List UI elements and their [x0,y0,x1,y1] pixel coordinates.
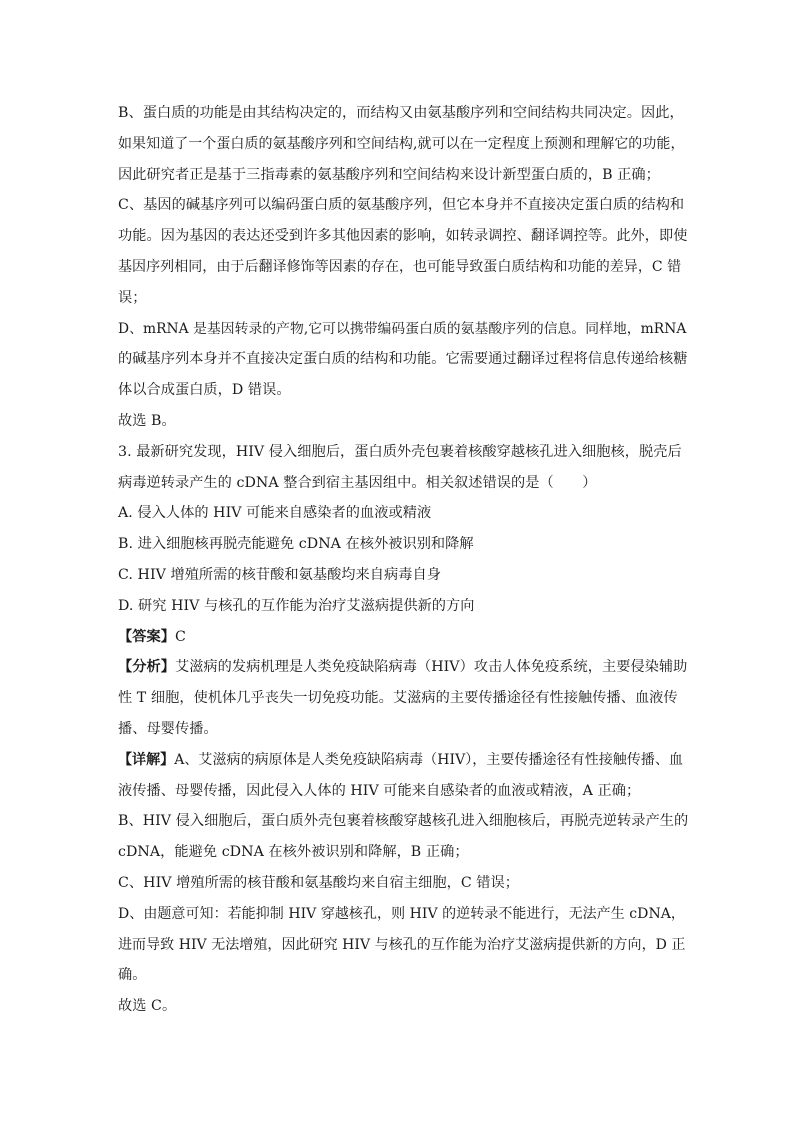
option-b: B. 进入细胞核再脱壳能避免 cDNA 在核外被识别和降解 [118,536,474,553]
option-c: C. HIV 增殖所需的核苷酸和氨基酸均来自病毒自身 [118,566,441,583]
text-line: 因此研究者正是基于三指毒素的氨基酸序列和空间结构来设计新型蛋白质的，B 正确； [118,166,660,183]
detail-line: B、HIV 侵入细胞后，蛋白质外壳包裹着核酸穿越核孔进入细胞核后，再脱壳逆转录产生的 [118,813,689,830]
answer-line [118,622,688,653]
text-line: 体以合成蛋白质，D 错误。 [118,382,291,399]
detail-line: 确。 [118,967,147,984]
detail-line [118,745,688,776]
text-line: 故选 B。 [118,412,176,429]
detail-line: 进而导致 HIV 无法增殖，因此研究 HIV 与核孔的互作能为治疗艾滋病提供新的方向，D 正 [118,936,686,953]
analysis-line: 播、母婴传播。 [118,720,218,737]
text-line: 误； [118,289,147,306]
analysis-tag: 【分析】 [118,659,175,676]
text-line: D、mRNA 是基因转录的产物,它可以携带编码蛋白质的氨基酸序列的信息。同样地，mRNA [118,320,687,337]
option-a: A. 侵入人体的 HIV 可能来自感染者的血液或精液 [118,505,432,522]
answer-value: C [174,628,186,645]
text-line: B、蛋白质的功能是由其结构决定的，而结构又由氨基酸序列和空间结构共同决定。因此， [118,105,684,121]
detail-tag: 【详解】 [118,751,175,768]
detail-line: 故选 C。 [118,998,177,1015]
text-line: 基因序列相同，由于后翻译修饰等因素的存在，也可能导致蛋白质结构和功能的差异，C 错 [118,258,682,275]
question-stem: 病毒逆转录产生的 cDNA 整合到宿主基因组中。相关叙述错误的是（ ） [118,474,597,491]
answer-tag: 【答案】 [118,628,175,645]
question-stem: 3. 最新研究发现，HIV 侵入细胞后，蛋白质外壳包裹着核酸穿越核孔进入细胞核，脱壳后 [118,443,682,460]
analysis-text: 艾滋病的发病机理是人类免疫缺陷病毒（HIV）攻击人体免疫系统，主要侵染辅助 [174,659,688,676]
text-line: 如果知道了一个蛋白质的氨基酸序列和空间结构,就可以在一定程度上预测和理解它的功能， [118,135,685,152]
analysis-line [118,652,688,683]
text-line: 的碱基序列本身并不直接决定蛋白质的结构和功能。它需要通过翻译过程将信息传递给核糖 [118,351,688,368]
analysis-line: 性 T 细胞，使机体几乎丧失一切免疫功能。艾滋病的主要传播途径有性接触传播、血液传 [118,690,678,707]
detail-text: A、艾滋病的病原体是人类免疫缺陷病毒（HIV），主要传播途径有性接触传播、血 [174,751,684,768]
detail-line: C、HIV 增殖所需的核苷酸和氨基酸均来自宿主细胞，C 错误； [118,874,520,891]
detail-line: 液传播、母婴传播，因此侵入人体的 HIV 可能来自感染者的血液或精液，A 正确； [118,782,641,799]
text-line: 功能。因为基因的表达还受到许多其他因素的影响，如转录调控、翻译调控等。此外，即使 [118,228,688,245]
option-d: D. 研究 HIV 与核孔的互作能为治疗艾滋病提供新的方向 [118,597,475,614]
document-body [118,98,688,1022]
text-line: C、基因的碱基序列可以编码蛋白质的氨基酸序列，但它本身并不直接决定蛋白质的结构和 [118,197,685,214]
detail-line: D、由题意可知：若能抑制 HIV 穿越核孔，则 HIV 的逆转录不能进行，无法产生 cDNA， [118,905,685,922]
detail-line: cDNA，能避免 cDNA 在核外被识别和降解，B 正确； [118,844,469,861]
